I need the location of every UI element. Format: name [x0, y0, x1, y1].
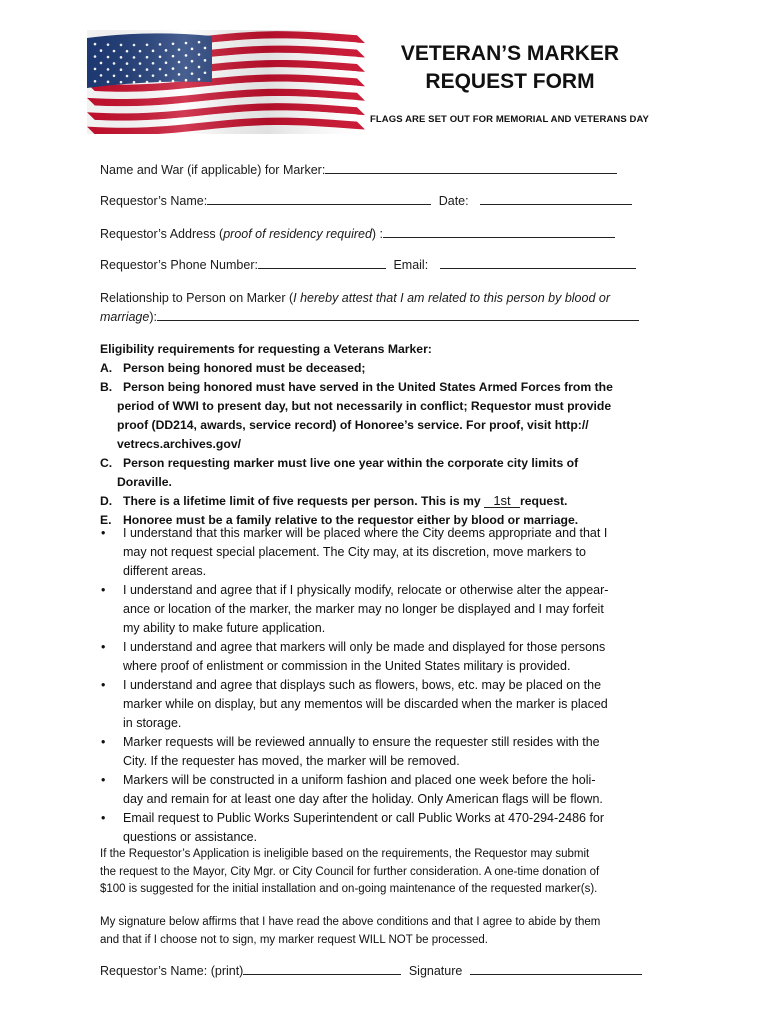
address-input-line[interactable] — [383, 226, 615, 238]
date-label: Date: — [438, 194, 469, 208]
eligibility-item-d: D. There is a lifetime limit of five requests per person. This is my 1st request. — [100, 493, 568, 508]
acknowledgement-line: Markers will be constructed in a uniform fashion and placed one week before the holi- — [123, 773, 596, 787]
request-number-fill[interactable]: 1st — [484, 495, 520, 508]
requestor-name-input-line[interactable] — [207, 193, 431, 205]
email-label: Email: — [393, 258, 429, 272]
acknowledgement-line: marker while on display, but any mementos will be discarded when the marker is placed — [123, 697, 608, 711]
acknowledgement-line: in storage. — [123, 716, 182, 730]
eligibility-section — [100, 340, 680, 530]
requestor-name-label: Requestor’s Name: — [100, 194, 208, 208]
print-name-input-line[interactable] — [243, 963, 401, 975]
acknowledgement-item — [100, 638, 672, 676]
bullet-dot-icon: • — [101, 640, 106, 654]
bullet-dot-icon: • — [101, 526, 106, 540]
acknowledgement-line: where proof of enlistment or commission in the United States military is provided. — [123, 659, 571, 673]
signature-row — [100, 963, 642, 978]
acknowledgement-line: questions or assistance. — [123, 830, 258, 844]
phone-input-line[interactable] — [258, 257, 386, 269]
acknowledgement-item — [100, 733, 672, 771]
signature-label: Signature — [408, 964, 463, 978]
ineligible-paragraph: If the Requestor’s Application is ineligible based on the requirements, the Requestor may submit the request to the Mayor, City Mgr. or City Council for further consideration. A one-time donation of $100 is suggested for the initial installation and on-going maintenance of the requested marker(s). — [100, 848, 600, 895]
title-line-2: REQUEST FORM — [425, 70, 595, 93]
form-title — [360, 40, 660, 96]
phone-label: Requestor’s Phone Number: — [100, 258, 258, 272]
acknowledgement-item — [100, 771, 672, 809]
acknowledgement-line: ance or location of the marker, the marker may no longer be displayed and I may forfeit — [123, 602, 604, 616]
bullet-dot-icon: • — [101, 735, 106, 749]
relationship-input-line[interactable] — [157, 309, 639, 321]
form-subtitle: FLAGS ARE SET OUT FOR MEMORIAL AND VETERANS DAY — [370, 114, 649, 125]
acknowledgement-line: my ability to make future application. — [123, 621, 326, 635]
eligibility-item-a: A. Person being honored must be deceased; — [100, 361, 366, 375]
acknowledgement-line: I understand and agree that markers will only be made and displayed for those persons — [123, 640, 606, 654]
name-war-label: Name and War (if applicable) for Marker: — [100, 163, 326, 177]
acknowledgement-line: Email request to Public Works Superintendent or call Public Works at 470-294-2486 for — [123, 811, 605, 825]
acknowledgement-line: I understand and agree that if I physically modify, relocate or otherwise alter the appear- — [123, 583, 609, 597]
american-flag-image — [87, 30, 365, 134]
acknowledgement-line: I understand and agree that displays such as flowers, bows, etc. may be placed on the — [123, 678, 602, 692]
acknowledgement-line: day and remain for at least one day after the holiday. Only American flags will be flown. — [123, 792, 603, 806]
address-field — [100, 226, 615, 241]
bullet-dot-icon: • — [101, 583, 106, 597]
title-line-1: VETERAN’S MARKER — [400, 42, 620, 65]
requestor-name-field — [100, 193, 632, 208]
address-label-suffix: ) : — [371, 227, 384, 241]
address-label-italic: proof of residency required — [223, 227, 372, 241]
address-label-prefix: Requestor’s Address ( — [100, 227, 224, 241]
acknowledgement-item — [100, 524, 672, 581]
acknowledgement-line: different areas. — [123, 564, 207, 578]
relationship-field — [100, 289, 639, 327]
eligibility-heading: Eligibility requirements for requesting a Veterans Marker: — [100, 342, 432, 356]
acknowledgement-item — [100, 809, 672, 847]
name-war-input-line[interactable] — [325, 162, 617, 174]
name-war-field — [100, 162, 617, 177]
relationship-label-suffix: ): — [149, 310, 157, 324]
relationship-label-italic-2: marriage — [100, 310, 150, 324]
relationship-label-italic: I hereby attest that I am related to this person by blood or — [293, 291, 611, 305]
eligibility-item-b: B. Person being honored must have served in the United States Armed Forces from the period of WWI to present day, but not necessarily in conflict; Requestor must provide proof (DD214, awards, service record) of Honoree’s service. For proof, visit http:// vetrecs.archives.gov/ — [100, 380, 613, 451]
signature-paragraph: My signature below affirms that I have read the above conditions and that I agree to abide by them and that if I choose not to sign, my marker request WILL NOT be processed. — [100, 916, 601, 946]
bullet-dot-icon: • — [101, 811, 106, 825]
acknowledgement-line: City. If the requester has moved, the marker will be removed. — [123, 754, 460, 768]
acknowledgement-item — [100, 676, 672, 733]
acknowledgement-line: Marker requests will be reviewed annually to ensure the requester still resides with the — [123, 735, 600, 749]
acknowledgement-item — [100, 581, 672, 638]
email-input-line[interactable] — [440, 257, 636, 269]
acknowledgement-line: may not request special placement. The City may, at its discretion, move markers to — [123, 545, 586, 559]
date-input-line[interactable] — [480, 193, 632, 205]
phone-email-field — [100, 257, 636, 272]
signature-input-line[interactable] — [470, 963, 642, 975]
relationship-label-prefix: Relationship to Person on Marker ( — [100, 291, 294, 305]
bullet-dot-icon: • — [101, 773, 106, 787]
acknowledgement-list — [100, 524, 672, 847]
print-name-label: Requestor’s Name: (print) — [100, 964, 244, 978]
eligibility-item-e: E. Honoree must be a family relative to the requestor either by blood or marriage. — [100, 513, 579, 527]
acknowledgement-line: I understand that this marker will be placed where the City deems appropriate and that I — [123, 526, 608, 540]
bullet-dot-icon: • — [101, 678, 106, 692]
eligibility-item-c: C. Person requesting marker must live one year within the corporate city limits of Doraville. — [100, 456, 579, 489]
